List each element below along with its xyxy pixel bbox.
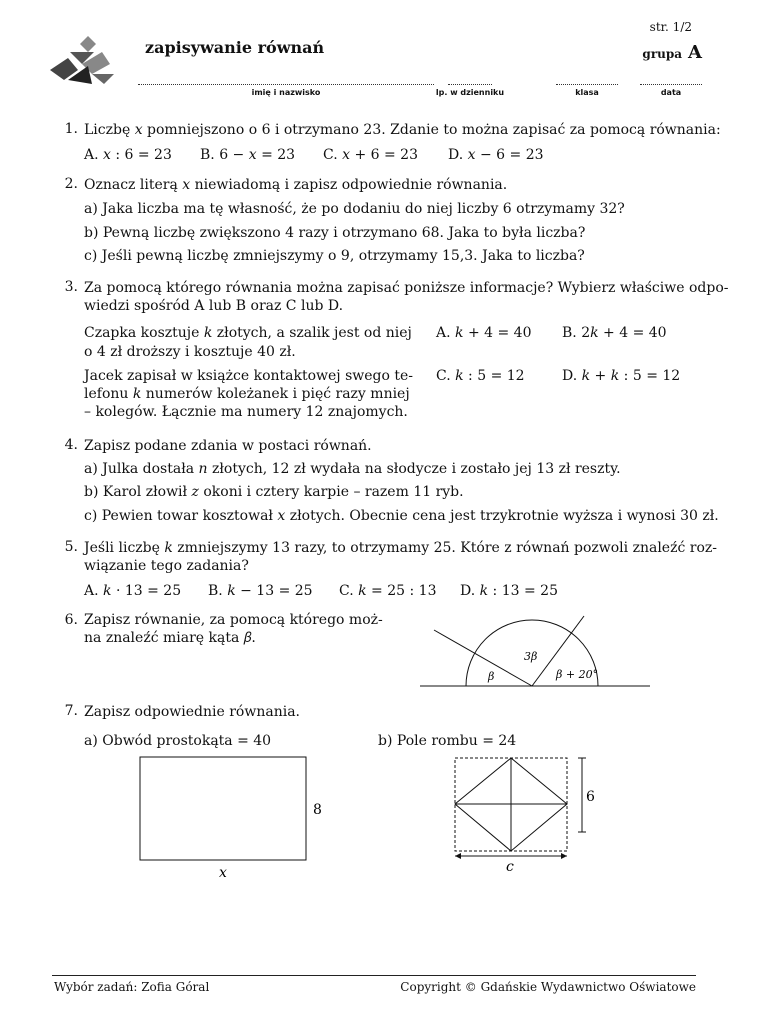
date-label: data [660, 88, 682, 97]
footer-author: Wybór zadań: Zofia Góral [54, 980, 210, 994]
logo-triangle-right [92, 74, 114, 84]
q3-number: 3. [64, 279, 78, 295]
q3-option-a[interactable]: A. 𝑘 + 4 = 40 [436, 325, 532, 341]
publisher-logo [48, 34, 116, 88]
logo-square [80, 36, 96, 52]
register-number-field[interactable] [448, 74, 492, 85]
q3-situation1-line1: Czapka kosztuje 𝑘 złotych, a szalik jest od niej [84, 325, 412, 341]
q5-text-line1: Jeśli liczbę 𝑘 zmniejszymy 13 razy, to otrzymamy 25. Które z równań pozwoli znaleźć roz- [84, 540, 717, 556]
q1-option-d[interactable]: D. 𝑥 − 6 = 23 [448, 147, 544, 163]
q4-item-c: c) Pewien towar kosztował 𝑥 złotych. Obecnie cena jest trzykrotnie wyższa i wynosi 30 zł. [84, 508, 719, 524]
rectangle-bottom-label: x [219, 865, 227, 881]
q2-item-b: b) Pewną liczbę zwiększono 4 razy i otrzymano 68. Jaka to była liczba? [84, 225, 586, 241]
rhombus-diagram [450, 750, 610, 875]
angle-right-label: β + 20° [556, 668, 599, 681]
date-field[interactable] [640, 74, 702, 85]
q4-item-a: a) Julka dostała 𝑛 złotych, 12 zł wydała na słodycze i zostało jej 13 zł reszty. [84, 461, 621, 477]
group-indicator [642, 42, 702, 63]
class-label: klasa [575, 88, 599, 97]
q5-option-a[interactable]: A. 𝑘 · 13 = 25 [84, 583, 182, 599]
q1-number: 1. [64, 121, 78, 137]
q5-option-c[interactable]: C. 𝑘 = 25 : 13 [339, 583, 437, 599]
q3-option-c[interactable]: C. 𝑘 : 5 = 12 [436, 368, 525, 384]
q1-text: Liczbę 𝑥 pomniejszono o 6 i otrzymano 23. Zdanie to można zapisać za pomocą równania: [84, 122, 721, 138]
rectangle-side-label: 8 [313, 802, 322, 818]
q4-number: 4. [64, 437, 78, 453]
q4-item-b: b) Karol złowił 𝑧 okoni i cztery karpie – razem 11 ryb. [84, 484, 464, 500]
q3-situation2-line2: lefonu 𝑘 numerów koleżanek i pięć razy mniej [84, 386, 410, 402]
q1-options [84, 146, 698, 164]
register-number-label: lp. w dzienniku [435, 88, 505, 97]
q2-text: Oznacz literą 𝑥 niewiadomą i zapisz odpowiednie równania. [84, 177, 508, 193]
width-arrow-right [561, 853, 567, 859]
angle-diagram [420, 612, 654, 692]
q5-options [84, 582, 698, 600]
group-label: grupa [642, 47, 683, 61]
rhombus-width-label: c [506, 859, 514, 875]
q7-text: Zapisz odpowiednie równania. [84, 704, 301, 720]
q3-option-b[interactable]: B. 2𝑘 + 4 = 40 [562, 325, 667, 341]
q2-item-c: c) Jeśli pewną liczbę zmniejszymy o 9, otrzymamy 15,3. Jaka to liczba? [84, 248, 585, 264]
q5-option-b[interactable]: B. 𝑘 − 13 = 25 [208, 583, 313, 599]
q3-situation2-line1: Jacek zapisał w książce kontaktowej swego te- [84, 368, 414, 384]
q6-text-line2: na znaleźć miarę kąta 𝛽. [84, 630, 256, 646]
q3-situation1-line2: o 4 zł droższy i kosztuje 40 zł. [84, 344, 296, 360]
q3-text-line2: wiedzi spośród A lub B oraz C lub D. [84, 298, 344, 314]
class-field[interactable] [556, 74, 618, 85]
q7-item-a: a) Obwód prostokąta = 40 [84, 733, 272, 749]
q7-number: 7. [64, 703, 78, 719]
name-label: imię i nazwisko [251, 88, 321, 97]
q7-item-b: b) Pole rombu = 24 [378, 733, 517, 749]
footer-divider [52, 975, 696, 976]
q1-option-a[interactable]: A. 𝑥 : 6 = 23 [84, 147, 172, 163]
q2-number: 2. [64, 176, 78, 192]
q5-text-line2: wiązanie tego zadania? [84, 558, 249, 574]
rectangle-diagram [130, 752, 340, 882]
q4-text: Zapisz podane zdania w postaci równań. [84, 438, 372, 454]
left-ray [434, 630, 532, 686]
q3-text-line1: Za pomocą którego równania można zapisać poniższe informacje? Wybierz właściwe odpo- [84, 280, 729, 296]
angle-left-label: β [488, 670, 495, 683]
width-arrow-left [455, 853, 461, 859]
rhombus-height-label: 6 [586, 789, 595, 805]
q1-option-c[interactable]: C. 𝑥 + 6 = 23 [323, 147, 418, 163]
q2-item-a: a) Jaka liczba ma tę własność, że po dodaniu do niej liczby 6 otrzymamy 32? [84, 201, 625, 217]
q1-option-b[interactable]: B. 6 − 𝑥 = 23 [200, 147, 296, 163]
q6-text-line1: Zapisz równanie, za pomocą którego moż- [84, 612, 383, 628]
footer-copyright: Copyright © Gdańskie Wydawnictwo Oświatowe [400, 980, 696, 994]
q3-situation2-line3: – kolegów. Łącznie ma numery 12 znajomych. [84, 404, 408, 420]
q3-option-d[interactable]: D. 𝑘 + 𝑘 : 5 = 12 [562, 368, 681, 384]
q5-option-d[interactable]: D. 𝑘 : 13 = 25 [460, 583, 558, 599]
angle-mid-label: 3β [524, 650, 538, 663]
page-number: str. 1/2 [649, 20, 692, 34]
q6-number: 6. [64, 612, 78, 628]
rectangle-shape [140, 757, 306, 860]
worksheet-title: zapisywanie równań [145, 38, 325, 57]
group-value: A [688, 42, 702, 63]
name-field[interactable] [138, 74, 434, 85]
q5-number: 5. [64, 539, 78, 555]
